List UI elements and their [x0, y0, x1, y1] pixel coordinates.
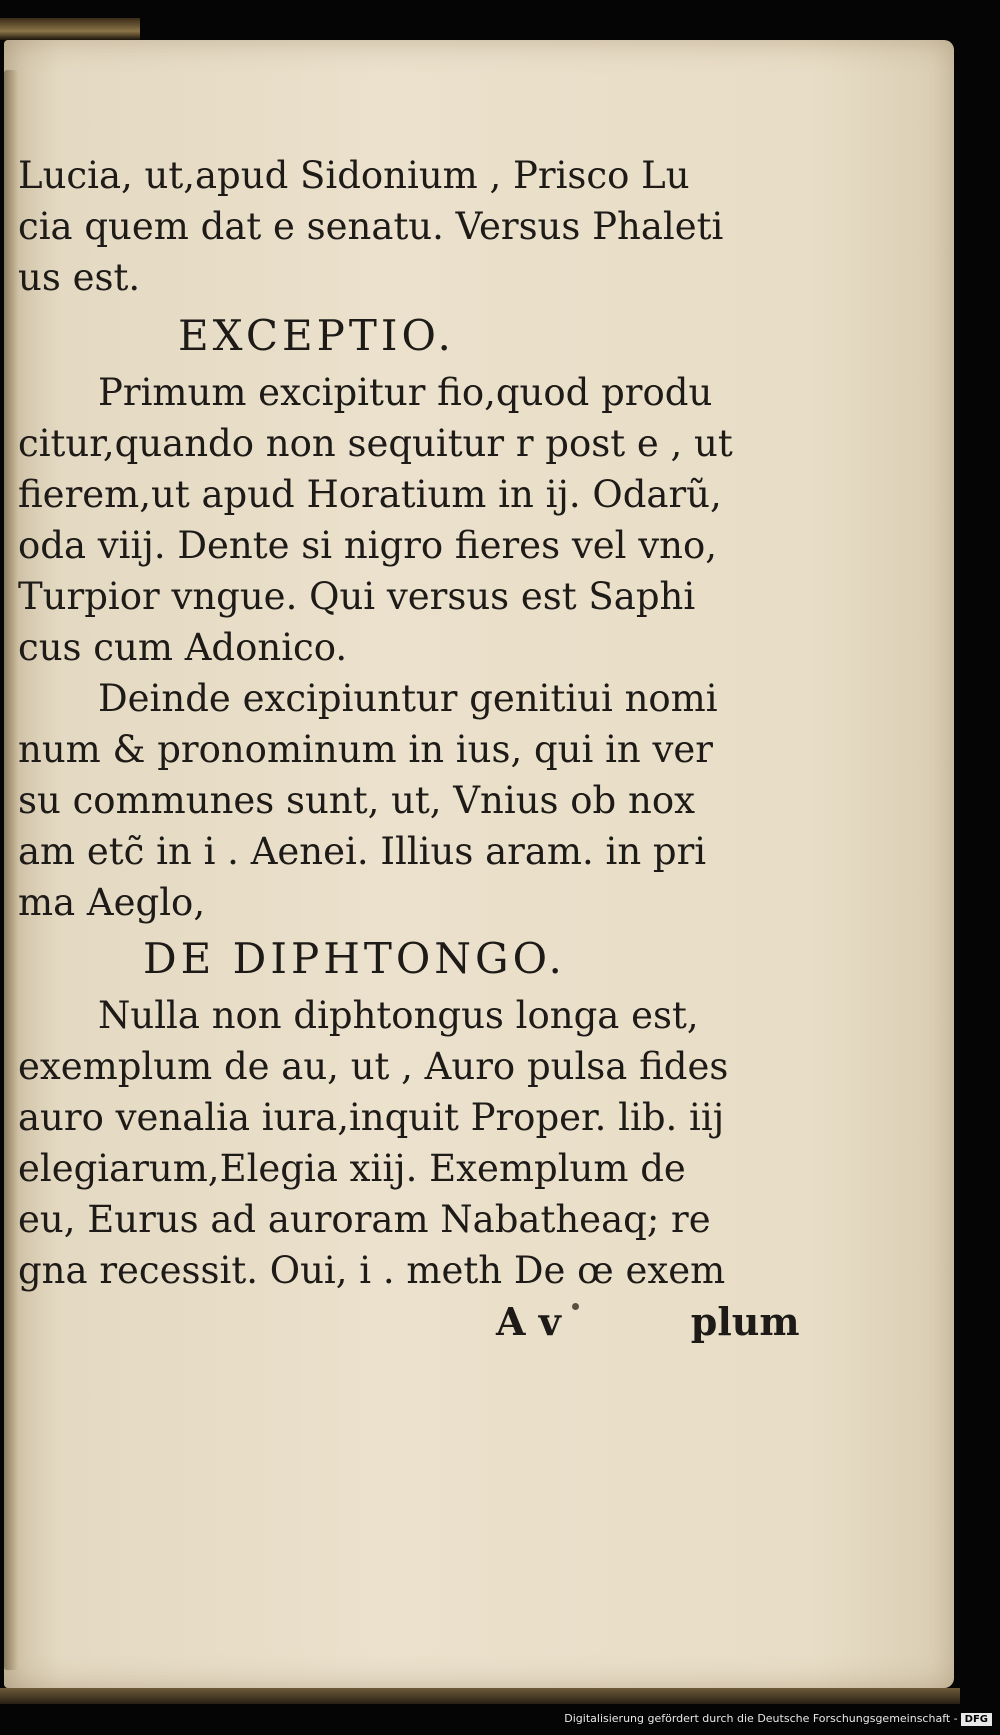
binding-strip [0, 18, 140, 40]
page-foot [18, 1296, 798, 1351]
section-heading-diphtongo: DE DIPHTONGO. [143, 934, 566, 983]
text-line: Nulla non diphtongus longa est, [98, 994, 699, 1037]
section-heading-exceptio: EXCEPTIO. [178, 311, 455, 360]
text-line: ma Aeglo, [18, 881, 206, 924]
page-edge [4, 70, 18, 1670]
digitization-credit [564, 1712, 992, 1726]
text-line: am etc̃ in i . Aenei. Illius aram. in pri [18, 830, 707, 873]
signature-mark: A v [496, 1299, 561, 1344]
text-line: oda viij. Dente si nigro fieres vel vno, [18, 524, 717, 567]
text-line: fierem,ut apud Horatium in ij. Odarũ, [18, 473, 722, 516]
text-line: num & pronominum in ius, qui in ver [18, 728, 713, 771]
dfg-logo: DFG [961, 1713, 992, 1726]
ink-speck [572, 1303, 579, 1310]
text-line: elegiarum,Elegia xiij. Exemplum de [18, 1147, 686, 1190]
text-line: cus cum Adonico. [18, 626, 348, 669]
text-line: Primum excipitur fio,quod produ [98, 371, 713, 414]
credit-text: Digitalisierung gefördert durch die Deutsche Forschungsgemeinschaft - [564, 1712, 958, 1725]
text-line: gna recessit. Oui, i . meth De œ exem [18, 1249, 726, 1292]
text-line: su communes sunt, ut, Vnius ob nox [18, 779, 695, 822]
page-text [18, 150, 798, 1351]
text-line: Deinde excipiuntur genitiui nomi [98, 677, 718, 720]
bottom-edge [0, 1688, 960, 1704]
text-line: cia quem dat e senatu. Versus Phaleti [18, 205, 724, 248]
text-line: Turpior vngue. Qui versus est Saphi [18, 575, 696, 618]
text-line: exemplum de au, ut , Auro pulsa fides [18, 1045, 729, 1088]
text-line: auro venalia iura,inquit Proper. lib. iij [18, 1096, 725, 1139]
catchword: plum [690, 1299, 800, 1344]
text-line: us est. [18, 256, 141, 299]
text-line: eu, Eurus ad auroram Nabatheaq; re [18, 1198, 711, 1241]
text-line: citur,quando non sequitur r post e , ut [18, 422, 733, 465]
text-line: Lucia, ut,apud Sidonium , Prisco Lu [18, 154, 690, 197]
